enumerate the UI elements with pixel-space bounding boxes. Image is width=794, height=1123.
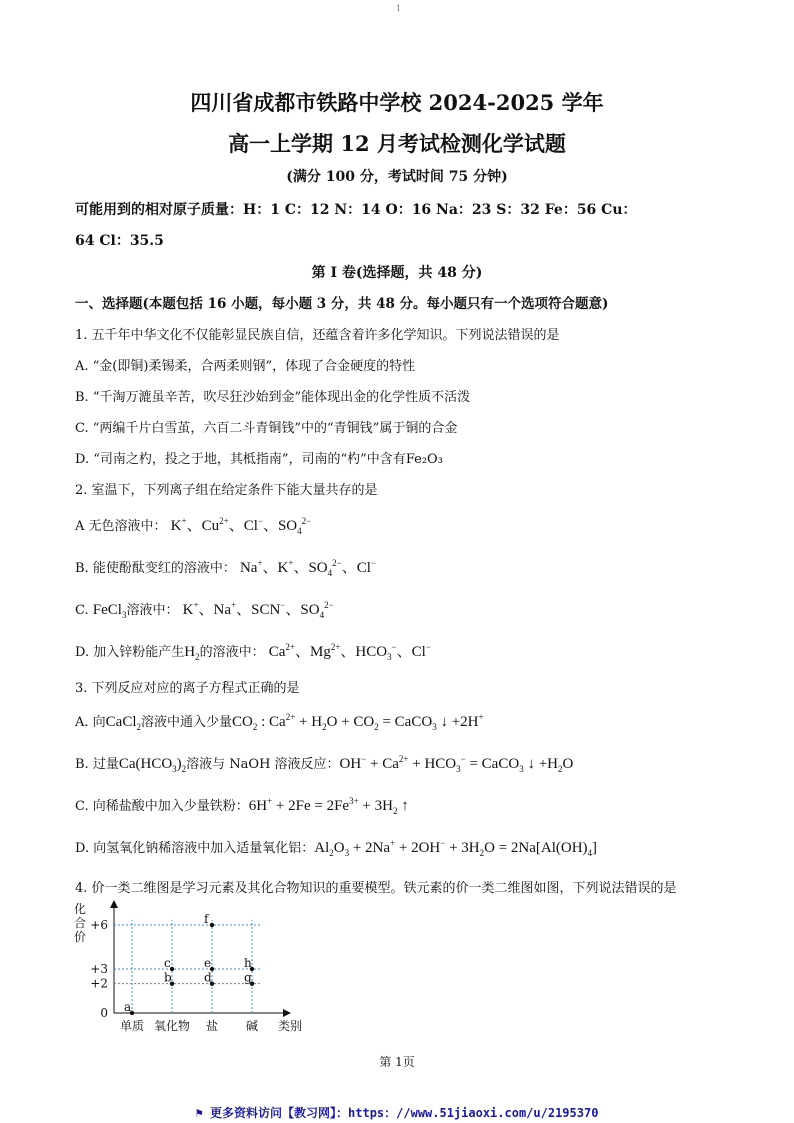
y-axis-label-2: 合 [74, 916, 87, 930]
y-tick-label: +2 [90, 976, 108, 991]
q2-option-c: C. FeCl$_3$溶液中： K+、Na+、SCN−、$SO_4^{2-}$ [75, 600, 334, 620]
x-axis-arrow-icon [283, 1009, 291, 1017]
q3-option-b: B. 过量$Ca(HCO_3)_2$溶液与 NaOH 溶液反应：$OH^- + Ca^{2+} + HCO_3^-$ = CaCO$_3$ ↓ $+H_2O$ [75, 754, 574, 774]
y-axis-arrow-icon [110, 900, 118, 908]
q1-option-a: A. “金(即铜)柔锡柔，合两柔则钢”，体现了合金硬度的特性 [75, 359, 416, 374]
point-label-a: a [124, 1000, 132, 1014]
valence-category-chart [72, 898, 342, 1038]
part-title: 一、选择题(本题包括 16 小题，每小题 3 分，共 48 分。每小题只有一个选项符合题意) [75, 296, 609, 312]
q3-stem: 3. 下列反应对应的离子方程式正确的是 [75, 681, 300, 696]
point-label-e: e [204, 956, 212, 970]
point-label-f: f [204, 912, 209, 926]
page-title-line2: 高一上学期 12 月考试检测化学试题 [228, 131, 566, 156]
point-f [210, 923, 214, 927]
q1-option-d-text: D. “司南之杓，投之于地，其柢指南”，司南的“杓”中含有 [75, 452, 406, 467]
point-label-d: d [204, 970, 212, 985]
x-tick-label-0: 单质 [119, 1019, 145, 1033]
y-tick-label: 0 [100, 1006, 108, 1020]
x-tick-label-2: 盐 [205, 1019, 219, 1033]
y-tick-label: +6 [90, 918, 108, 932]
footer-link[interactable]: ⚑ 更多资料访问【教习网】：https：//www.51jiaoxi.com/u/2195370 [195, 1106, 599, 1120]
y-axis-label-3: 价 [74, 930, 87, 944]
page-title-line1: 四川省成都市铁路中学校 2024-2025 学年 [190, 90, 604, 115]
q2-option-d: D. 加入锌粉能产生$H_2$的溶液中： $Ca^{2+}$、$Mg^{2+}$、$HCO_3^-$、Cl− [75, 642, 431, 662]
x-tick-label-1: 氧化物 [153, 1019, 191, 1033]
page-number: 第 1页 [379, 1055, 415, 1069]
q2-stem: 2. 室温下，下列离子组在给定条件下能大量共存的是 [75, 483, 378, 498]
q1-option-d-formula: Fe₂O₃ [405, 452, 443, 467]
q3-option-d: D. 向氢氧化钠稀溶液中加入适量氧化铝：$Al_2O_3 + 2Na^+ + 2OH^- + 3H_2O = 2Na[Al(OH)_4]$ [75, 838, 598, 858]
q1-stem: 1. 五千年中华文化不仅能彰显民族自信，还蕴含着许多化学知识。下列说法错误的是 [75, 328, 560, 343]
x-axis-label: 类别 [277, 1019, 303, 1033]
q1-option-d [75, 448, 443, 467]
x-tick-label-3: 碱 [245, 1019, 259, 1033]
q2-option-a: A 无色溶液中： K+、$Cu^{2+}$、Cl−、$SO_4^{2-}$ [75, 516, 312, 536]
point-label-g: g [244, 970, 252, 985]
volume-title: 第 I 卷(选择题，共 48 分) [311, 265, 483, 281]
atomic-mass-line2: 64 Cl：35.5 [75, 233, 164, 249]
point-label-b: b [164, 970, 172, 985]
q3-option-a: A. 向CaCl$_2$溶液中通入少量$CO_2$ : $Ca^{2+} + H_2O + CO_2$ = CaCO$_3$ ↓ +2H+ [75, 712, 484, 732]
y-axis-label-1: 化 [74, 902, 87, 916]
point-label-h: h [244, 956, 252, 970]
point-label-c: c [164, 956, 171, 970]
exam-info: (满分 100 分，考试时间 75 分钟) [286, 169, 508, 185]
y-tick-label: +3 [90, 962, 108, 976]
q1-option-b: B. “千淘万漉虽辛苦，吹尽狂沙始到金”能体现出金的化学性质不活泼 [75, 390, 471, 405]
q2-option-b: B. 能使酚酞变红的溶液中： Na+、K+、$SO_4^{2-}$、Cl− [75, 558, 376, 578]
page-mark: 1 [396, 4, 402, 13]
q4-stem: 4. 价一类二维图是学习元素及其化合物知识的重要模型。铁元素的价一类二维图如图，下列说法错误的是 [75, 881, 677, 896]
q3-option-c: C. 向稀盐酸中加入少量铁粉：$6H^+ + 2Fe = 2Fe^{3+} + 3H_2$ ↑ [75, 796, 409, 816]
flag-icon: ⚑ [195, 1106, 211, 1120]
atomic-mass-line1: 可能用到的相对原子质量：H：1 C：12 N：14 O：16 Na：23 S：32 Fe：56 Cu： [75, 202, 637, 218]
q1-option-c: C. “两编千片白雪茧，六百二斗青铜钱”中的“青铜钱”属于铜的合金 [75, 421, 458, 436]
